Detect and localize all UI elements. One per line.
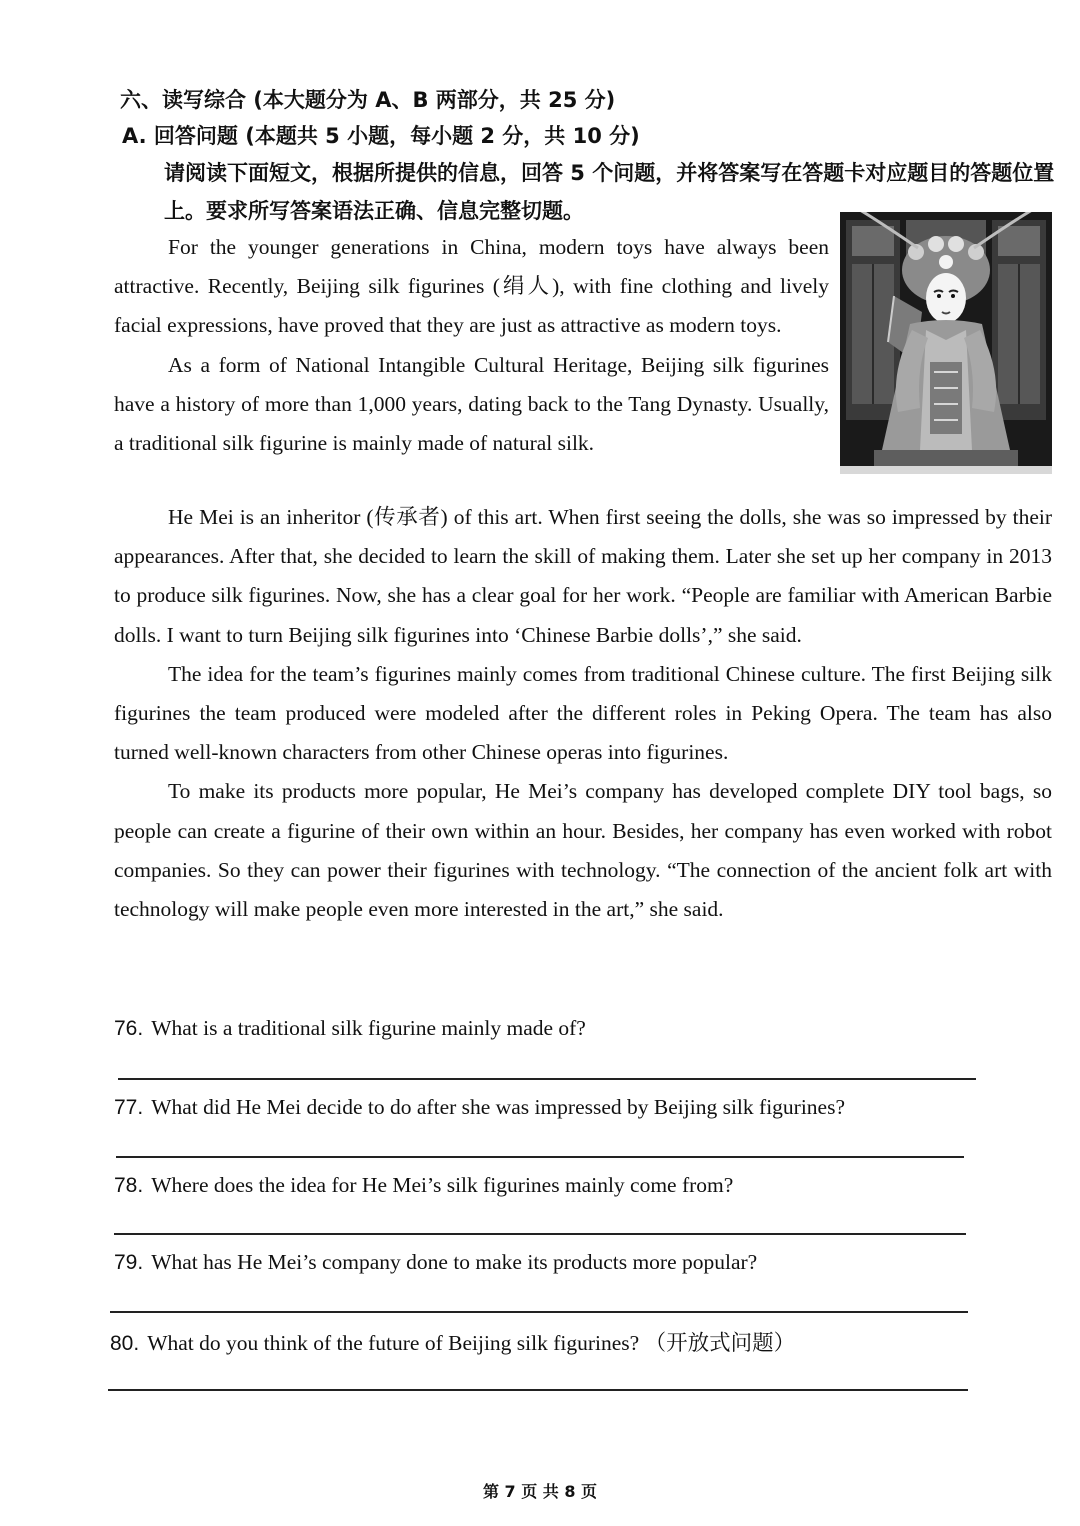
question-text: What has He Mei’s company done to make its products more popular? (151, 1250, 758, 1274)
passage-paragraph-5: To make its products more popular, He Mei’s company has developed complete DIY tool bags, so people can create a figurine of their own within an hour. Besides, her company has even worked with robot companies. So they can power their figurines with technology. “The connection of the ancient folk art with technology will make people even more interested in the art,” she said. (114, 779, 1052, 922)
part-title: A. 回答问题 (本题共 5 小题，每小题 2 分，共 10 分) (122, 124, 640, 148)
question-76 (114, 1016, 586, 1041)
question-number: 78. (114, 1174, 144, 1197)
answer-line-79[interactable] (110, 1311, 968, 1313)
passage-paragraph-1: For the younger generations in China, modern toys have always been attractive. Recently, Beijing silk figurines (绢人), with fine clothing and lively facial expressions, have proved that they are just as attractive as modern toys. (114, 235, 829, 338)
question-80 (110, 1326, 795, 1357)
question-78 (114, 1173, 733, 1198)
question-number: 76. (114, 1017, 144, 1040)
passage-paragraph-3: He Mei is an inheritor (传承者) of this art. When first seeing the dolls, she was so impressed by their appearances. After that, she decided to learn the skill of making them. Later she set up her company in 2013 to produce silk figurines. Now, she has a clear goal for her work. “People are familiar with American Barbie dolls. I want to turn Beijing silk figurines into ‘Chinese Barbie dolls’,” she said. (114, 505, 1052, 647)
question-77 (114, 1095, 845, 1120)
question-text: Where does the idea for He Mei’s silk figurines mainly come from? (151, 1173, 734, 1197)
question-text: What do you think of the future of Beijing silk figurines? （开放式问题） (147, 1331, 796, 1355)
question-79 (114, 1250, 757, 1275)
answer-line-80[interactable] (108, 1389, 968, 1391)
question-number: 79. (114, 1251, 144, 1274)
silk-figurine-photo (840, 212, 1052, 474)
silk-figurine-illustration (840, 212, 1052, 474)
passage-bottom (114, 498, 1052, 929)
answer-line-77[interactable] (116, 1156, 964, 1158)
question-text: What is a traditional silk figurine mainly made of? (151, 1016, 586, 1040)
page-footer: 第 7 页 共 8 页 (482, 1482, 598, 1501)
passage-top (114, 228, 829, 463)
section-title: 六、读写综合 (本大题分为 A、B 两部分，共 25 分) (120, 88, 616, 112)
question-text: What did He Mei decide to do after she was impressed by Beijing silk figurines? (151, 1095, 845, 1119)
answer-line-78[interactable] (114, 1233, 966, 1235)
passage-paragraph-4: The idea for the team’s figurines mainly comes from traditional Chinese culture. The first Beijing silk figurines the team produced were modeled after the different roles in Peking Opera. The team has also turned well-known characters from other Chinese operas into figurines. (114, 661, 1052, 765)
instructions: 请阅读下面短文，根据所提供的信息，回答 5 个问题，并将答案写在答题卡对应题目的答题位置上。要求所写答案语法正确、信息完整切题。 (164, 161, 1055, 223)
question-number: 80. (110, 1332, 140, 1355)
answer-line-76[interactable] (118, 1078, 976, 1080)
question-number: 77. (114, 1096, 144, 1119)
passage-paragraph-2: As a form of National Intangible Cultural Heritage, Beijing silk figurines have a history of more than 1,000 years, dating back to the Tang Dynasty. Usually, a traditional silk figurine is mainly made of natural silk. (114, 352, 829, 456)
